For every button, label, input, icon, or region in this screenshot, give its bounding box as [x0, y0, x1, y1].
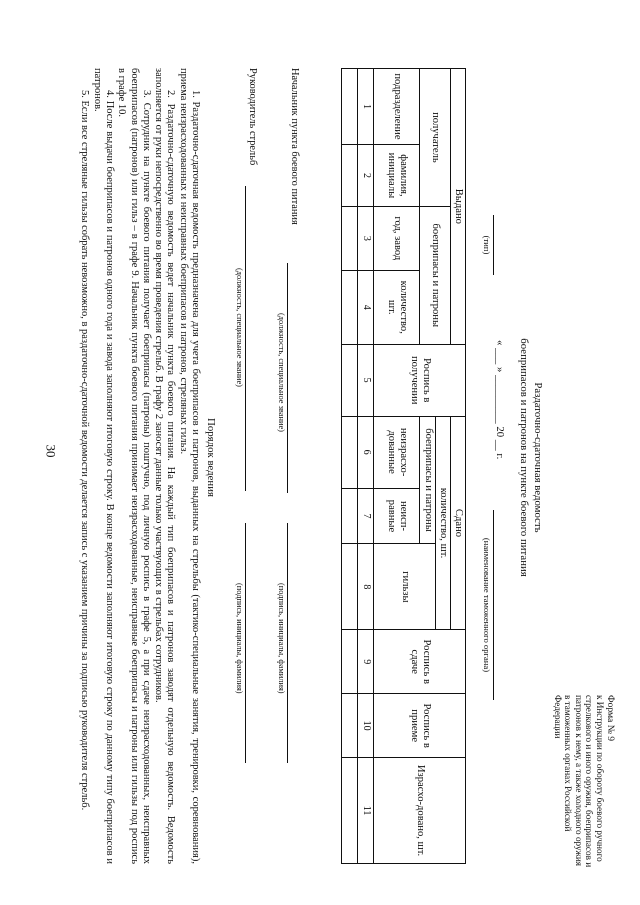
col8-header: гильзы [374, 544, 435, 630]
title-line-1: Раздаточно-сдаточная ведомость [532, 382, 544, 533]
col3-header: год, завод [374, 206, 420, 270]
date-field: « ___ » _________ 20 __ г. [494, 340, 506, 460]
title-line-2: боеприпасов и патронов на пункте боевого питания [518, 338, 531, 577]
column-number: 10 [358, 694, 374, 758]
col6-header: неизрасхо-дованные [374, 416, 420, 488]
column-number: 6 [358, 416, 374, 488]
chief-signature-block [270, 68, 300, 768]
type-field-line [493, 215, 506, 275]
document-title [517, 40, 544, 875]
column-number: 5 [358, 344, 374, 416]
order-text [78, 68, 201, 864]
col5-header: Роспись в получении [374, 344, 466, 416]
col9-header: Роспись в сдаче [374, 630, 466, 694]
order-paragraph-1: 1. Раздаточно-сдаточная ведомость предназначена для учета боеприпасов и патронов, выданных на стрельбы (тактико-специальные занятия, тренировки, соревнования), приема неизрасходованных и неисправных боеприпасов и патронов, стреляных гильз. [177, 68, 201, 864]
col11-header: Израсхо-довано, шт. [374, 758, 466, 864]
head-position-caption: (должность, специальное звание) [235, 268, 244, 387]
column-number: 2 [358, 144, 374, 206]
column-number: 9 [358, 630, 374, 694]
ammo-group-header: боеприпасы и патроны [420, 206, 450, 344]
head-label: Руководитель стрельб [247, 68, 258, 166]
chief-label: Начальник пункта боевого питания [289, 68, 300, 225]
group-issued-header: Выдано [450, 69, 465, 345]
column-number: 1 [358, 69, 374, 145]
recipient-header: получатель [420, 69, 450, 207]
head-signature-line [245, 523, 258, 763]
head-position-line [245, 186, 258, 491]
chief-position-line [287, 263, 300, 493]
column-number: 3 [358, 206, 374, 270]
form-number: Форма № 9 [605, 695, 616, 742]
column-number: 4 [358, 270, 374, 344]
order-paragraph-2: 2. Раздаточно-сдаточную ведомость ведет начальник пункта боевого питания. На каждый тип боеприпасов и патронов заводят отдельную ведомость. Ведомость заполняется от руки непосредственно во время проведения стрельб. В графу 2 заносят данные только участвующих в стрельбах сотрудников. [153, 68, 177, 864]
col4-header: количество, шт. [374, 270, 420, 344]
form-subtitle: к Инструкции по обороту боевого ручного стрелкового и иного оружия, боеприпасов и патронов к нему, а также холодного оружия в таможенных органах Российской Федерации [552, 695, 605, 868]
type-caption: (тип) [482, 235, 492, 255]
customs-field-line [493, 510, 506, 700]
chief-position-caption: (должность, специальное звание) [277, 313, 286, 432]
form-reference [552, 695, 616, 870]
customs-caption: (наименование таможенного органа) [482, 537, 492, 673]
chief-signature-caption: (подпись, инициалы, фамилия) [277, 583, 286, 694]
col2-header: фамилия, инициалы [374, 144, 420, 206]
column-number: 7 [358, 488, 374, 544]
head-signature-block [228, 68, 258, 768]
column-numbers-row [358, 69, 374, 864]
order-paragraph-5: 5. Если все стреляные гильзы собрать невозможно, в раздаточно-сдаточной ведомости делается запись с указанием причины за подписью руководителя стрельб. [79, 90, 91, 811]
order-paragraph-3: 3. Сотрудник на пункте боевого питания получает боеприпасы (патроны) поштучно, под личную роспись в графе 5, а при сдаче неизрасходованных, неисправных боеприпасов (патронов) или гильз – в графе 9. Начальник пункта боевого питания принимает неизрасходованные, неисправные боеприпасы и патроны или гильзы под роспись в графе 10. [116, 68, 152, 864]
col1-header: подразделение [374, 69, 420, 145]
order-heading: Порядок ведения [205, 418, 217, 497]
col10-header: Роспись в приеме [374, 694, 466, 758]
head-signature-caption: (подпись, инициалы, фамилия) [235, 583, 244, 694]
column-number: 8 [358, 544, 374, 630]
col7-header: неисп-равные [374, 488, 420, 544]
column-number: 11 [358, 758, 374, 864]
page-number: 30 [43, 444, 59, 458]
ammunition-table [341, 68, 466, 864]
chief-signature-line [287, 523, 300, 763]
group-returned-header: Сдано [450, 416, 465, 630]
table-row [342, 69, 358, 864]
order-paragraph-4: 4. После выдачи боеприпасов и патронов одного года и завода заполняют итоговую строку. В конце ведомости заполняют итоговую строку по данному типу боеприпасов и патронов. [91, 68, 116, 864]
rotated-page-content [16, 40, 616, 875]
ammo-sub-header: боеприпасы и патроны [420, 416, 435, 544]
count-group-header: количество, шт. [435, 416, 450, 630]
header-fields [476, 40, 506, 875]
